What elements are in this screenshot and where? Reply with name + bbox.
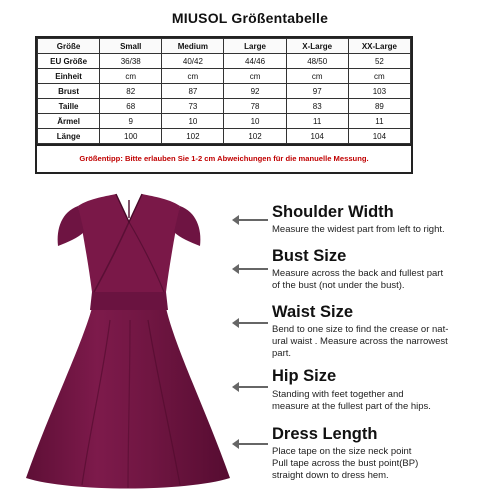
shoulder-width-desc	[272, 224, 494, 236]
table-cell: 103	[348, 84, 410, 99]
desc-line: of the bust (not under the bust).	[272, 280, 405, 291]
desc-line: Standing with feet together and	[272, 389, 404, 400]
pointer-arrow	[238, 386, 268, 388]
shoulder-width-heading: Shoulder Width	[272, 203, 394, 221]
bust-size-heading: Bust Size	[272, 247, 347, 265]
table-cell: Ärmel	[38, 114, 100, 129]
desc-line: straight down to dress hem.	[272, 470, 389, 481]
table-cell: 87	[162, 84, 224, 99]
table-header-row	[38, 39, 411, 54]
desc-line: Place tape on the size neck point	[272, 446, 412, 457]
table-cell: Taille	[38, 99, 100, 114]
desc-line: Measure across the back and fullest part	[272, 268, 444, 279]
table-cell: cm	[162, 69, 224, 84]
table-cell: cm	[224, 69, 286, 84]
waist-size-desc	[272, 324, 494, 360]
dress-length-desc	[272, 446, 494, 482]
table-cell: 97	[286, 84, 348, 99]
table-cell: 36/38	[100, 54, 162, 69]
header-cell: X-Large	[286, 39, 348, 54]
table-cell: Länge	[38, 129, 100, 144]
header-cell: XX-Large	[348, 39, 410, 54]
header-cell: Medium	[162, 39, 224, 54]
table-cell: 100	[100, 129, 162, 144]
table-cell: 40/42	[162, 54, 224, 69]
header-cell: Größe	[38, 39, 100, 54]
table-cell: 10	[162, 114, 224, 129]
table-row	[38, 99, 411, 114]
page-title: MIUSOL Größentabelle	[171, 10, 329, 26]
header-cell: Small	[100, 39, 162, 54]
table-cell: Brust	[38, 84, 100, 99]
table-cell: 73	[162, 99, 224, 114]
table-cell: 48/50	[286, 54, 348, 69]
table-cell: Einheit	[38, 69, 100, 84]
waist-size-heading: Waist Size	[272, 303, 353, 321]
table-cell: 89	[348, 99, 410, 114]
table-row	[38, 84, 411, 99]
bust-size-desc	[272, 268, 494, 292]
table-cell: 9	[100, 114, 162, 129]
table-row	[38, 69, 411, 84]
desc-line: measure at the fullest part of the hips.	[272, 401, 431, 412]
hip-size-desc	[272, 389, 494, 413]
pointer-arrow	[238, 219, 268, 221]
dress-waistband	[90, 292, 168, 310]
desc-line: Measure the widest part from left to right.	[272, 224, 445, 235]
table-row	[38, 114, 411, 129]
table-cell: 10	[224, 114, 286, 129]
size-chart-table	[35, 36, 413, 174]
table-cell: 82	[100, 84, 162, 99]
table-cell: cm	[348, 69, 410, 84]
table-cell: 92	[224, 84, 286, 99]
desc-line: Pull tape across the bust point(BP)	[272, 458, 419, 469]
table-cell: 44/46	[224, 54, 286, 69]
table-cell: 78	[224, 99, 286, 114]
table-cell: 11	[348, 114, 410, 129]
table-cell: EU Größe	[38, 54, 100, 69]
pointer-arrow	[238, 322, 268, 324]
table-row	[38, 129, 411, 144]
table-cell: 68	[100, 99, 162, 114]
size-tip-note: Größentipp: Bitte erlauben Sie 1-2 cm Abweichungen für die manuelle Messung.	[37, 144, 411, 172]
header-cell: Large	[224, 39, 286, 54]
desc-line: ural waist . Measure across the narrowest	[272, 336, 448, 347]
table-cell: 83	[286, 99, 348, 114]
dress-illustration	[20, 180, 235, 500]
pointer-arrow	[238, 443, 268, 445]
desc-line: Bend to one size to find the crease or nat-	[272, 324, 449, 335]
table-cell: 102	[162, 129, 224, 144]
table-cell: 11	[286, 114, 348, 129]
table-cell: 104	[286, 129, 348, 144]
table-cell: cm	[286, 69, 348, 84]
hip-size-heading: Hip Size	[272, 367, 337, 385]
table-cell: 102	[224, 129, 286, 144]
table-cell: 52	[348, 54, 410, 69]
desc-line: part.	[272, 348, 292, 359]
table-cell: cm	[100, 69, 162, 84]
pointer-arrow	[238, 268, 268, 270]
dress-length-heading: Dress Length	[272, 425, 378, 443]
table-row	[38, 54, 411, 69]
table-cell: 104	[348, 129, 410, 144]
